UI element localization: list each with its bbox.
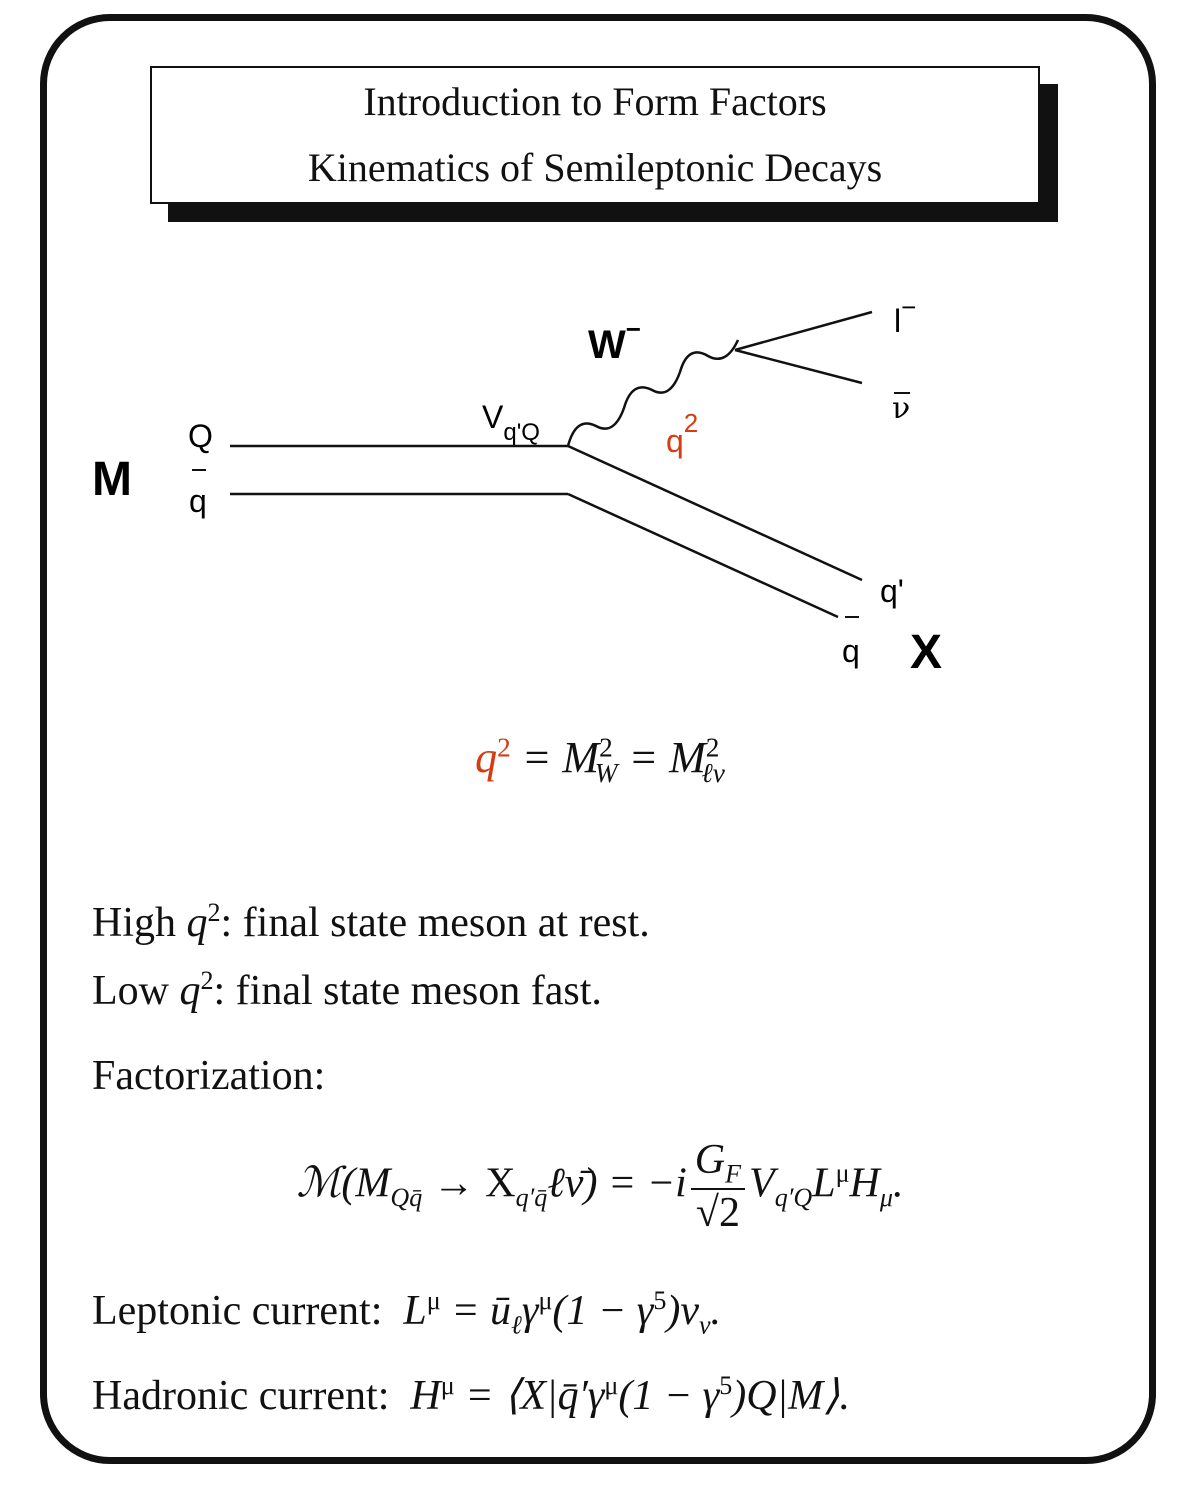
- lepton-line: [735, 312, 872, 350]
- q2-symbol: $q^2$: [475, 732, 511, 782]
- neutrino-line: [735, 350, 862, 383]
- boson-label: W−: [588, 314, 641, 367]
- low-q2-line: Low $q^2$: final state meson fast.: [92, 966, 602, 1014]
- factorization-formula: $ℳ(M_{Qq̄}$ → $X_{q'q̄}\ell\nū) = -i$ $\frac{G_F}{√2}$ $V_{q'Q}L^\mu H_\mu$.: [296, 1137, 904, 1236]
- final-quark-bottom-label: q: [842, 633, 860, 669]
- mw-sub: W: [594, 757, 618, 788]
- feynman-diagram: [0, 0, 1200, 700]
- factorization-label: Factorization:: [92, 1053, 326, 1099]
- hadronic-current-line: Hadronic current: $H^\mu$ = $⟨X|q̄'\gamma^\mu(1$ − $\gamma^5)Q|M⟩$.: [92, 1371, 850, 1419]
- title-line-1: Introduction to Form Factors: [363, 79, 827, 124]
- title-line-2: Kinematics of Semileptonic Decays: [307, 145, 883, 190]
- quark-top-label: Q: [188, 418, 213, 454]
- gf-fraction: $\frac{G_F}{√2}$: [691, 1138, 745, 1236]
- neutrino-label: ν: [892, 391, 911, 426]
- high-q2-line: High $q^2$: final state meson at rest.: [92, 898, 650, 946]
- mw-sup: 2: [599, 732, 613, 763]
- lepton-label: l−: [894, 292, 917, 339]
- q2-eq-mlnu: = M: [628, 733, 706, 782]
- mlnu-sup: 2: [705, 732, 720, 763]
- quark-bottom-label: q: [189, 483, 207, 519]
- q2-formula: [0, 732, 1200, 789]
- quark-line-bottom-out: [568, 494, 838, 617]
- mlnu-sub: ℓν: [701, 757, 725, 788]
- ckm-label: $V_{q'Q}$: [482, 399, 540, 446]
- leptonic-current-line: Leptonic current: $L^\mu$ = $ū_\ell\gamma^\mu(1 - \gamma^5)v_\nu$.: [92, 1286, 722, 1340]
- final-state-label: X: [910, 626, 943, 679]
- q2-eq-mw: = M: [521, 733, 600, 782]
- momentum-label: $q^2$: [666, 408, 699, 459]
- final-quark-top-label: q': [880, 573, 904, 609]
- meson-label: M: [92, 453, 132, 506]
